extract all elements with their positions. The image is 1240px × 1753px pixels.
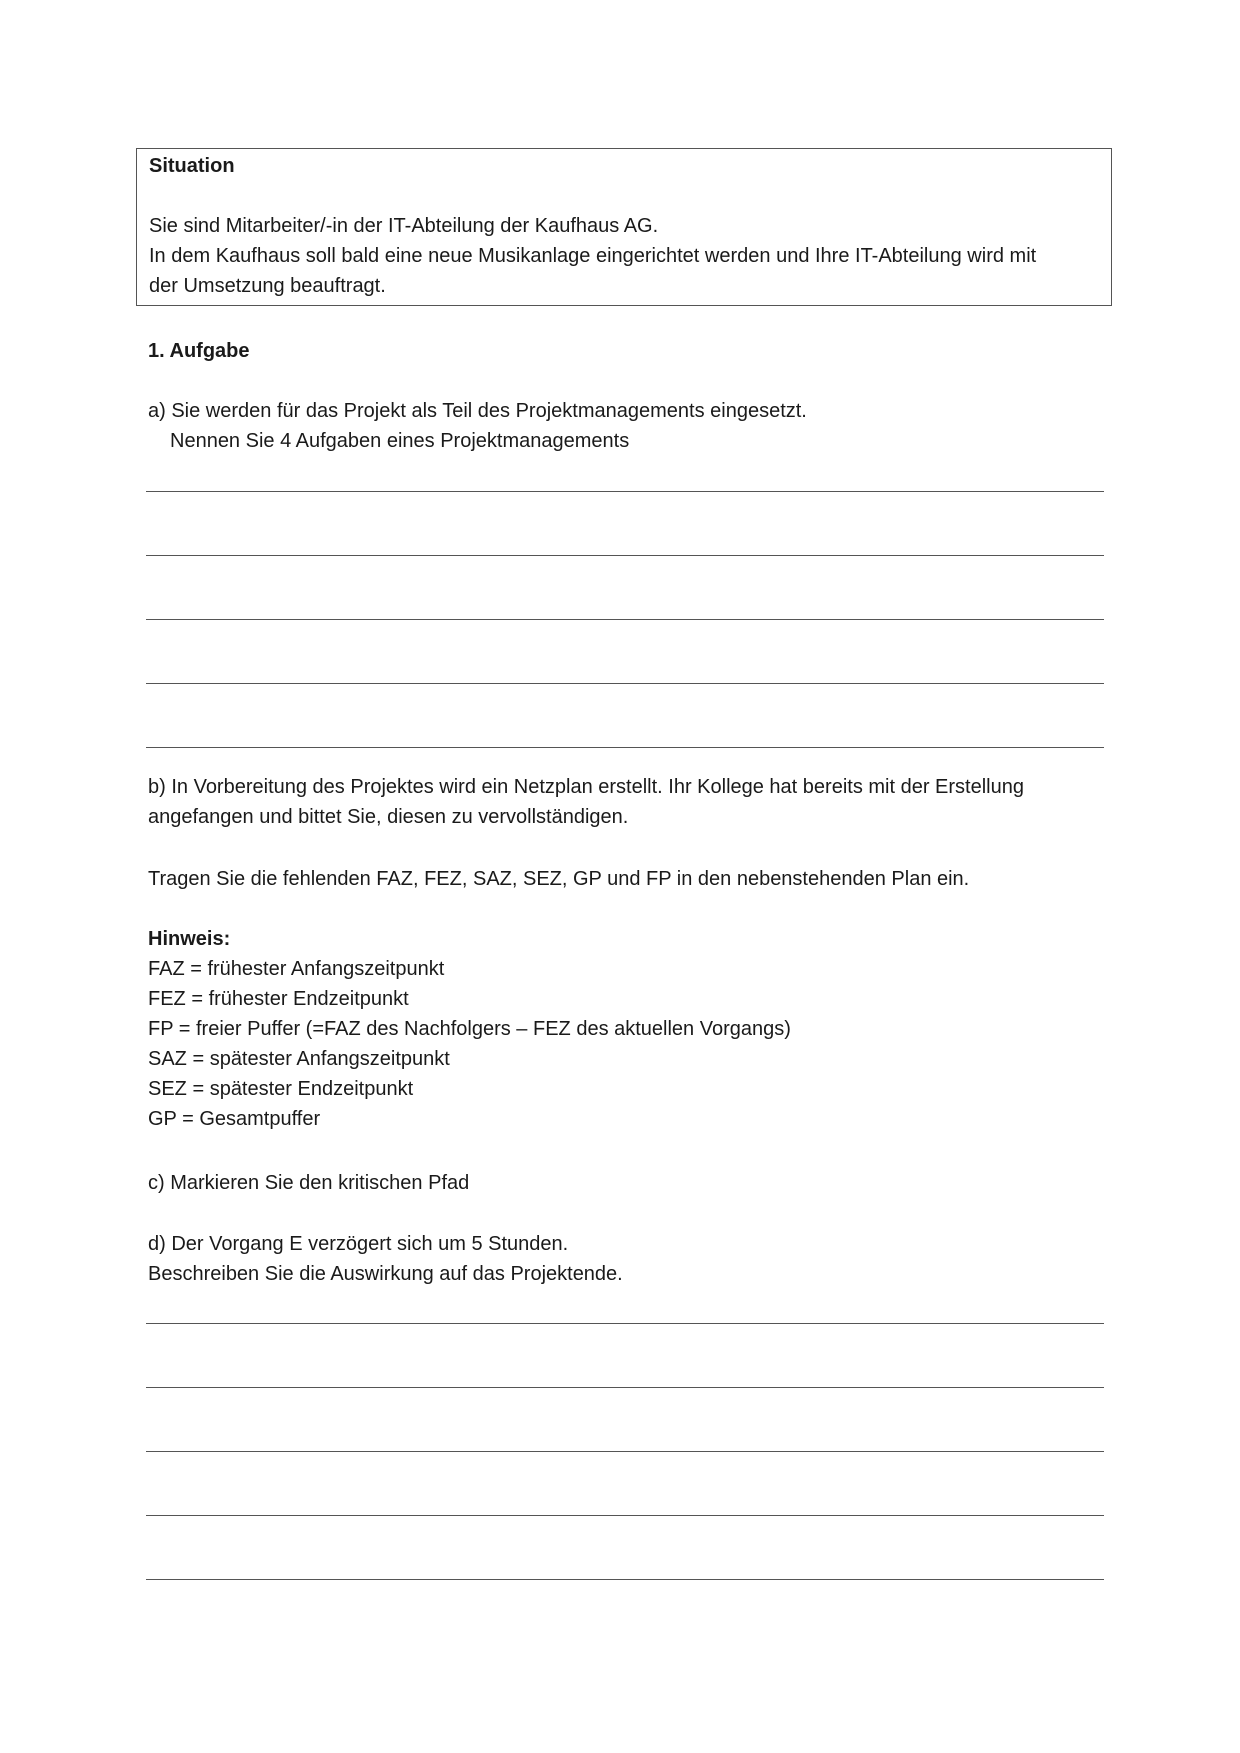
situation-text-line: In dem Kaufhaus soll bald eine neue Musikanlage eingerichtet werden und Ihre IT-Abteilung wird mit (149, 245, 1037, 267)
subtask-c-text: c) Markieren Sie den kritischen Pfad (148, 1172, 470, 1194)
hint-item: FP = freier Puffer (=FAZ des Nachfolgers – FEZ des aktuellen Vorgangs) (148, 1018, 791, 1040)
subtask-b-text: b) In Vorbereitung des Projektes wird ein Netzplan erstellt. Ihr Kollege hat bereits mit der Erstellung (148, 776, 1024, 798)
answer-line[interactable] (146, 1515, 1104, 1516)
hint-heading: Hinweis: (148, 928, 231, 950)
answer-line[interactable] (146, 1387, 1104, 1388)
hint-item: FAZ = frühester Anfangszeitpunkt (148, 958, 445, 980)
hint-item: FEZ = frühester Endzeitpunkt (148, 988, 409, 1010)
subtask-b-instruction: Tragen Sie die fehlenden FAZ, FEZ, SAZ, SEZ, GP und FP in den nebenstehenden Plan ein. (148, 868, 970, 890)
answer-line[interactable] (146, 555, 1104, 556)
situation-heading: Situation (149, 155, 235, 177)
subtask-a (148, 396, 1098, 456)
answer-line[interactable] (146, 683, 1104, 684)
subtask-b-instruction-block (148, 864, 1098, 894)
subtask-d (148, 1229, 1098, 1289)
task-heading: 1. Aufgabe (148, 340, 250, 362)
answer-line[interactable] (146, 1451, 1104, 1452)
subtask-b-text: angefangen und bittet Sie, diesen zu vervollständigen. (148, 806, 629, 828)
answer-line[interactable] (146, 747, 1104, 748)
subtask-b (148, 772, 1098, 832)
hint-item: SAZ = spätester Anfangszeitpunkt (148, 1048, 450, 1070)
answer-line[interactable] (146, 491, 1104, 492)
subtask-d-text: Beschreiben Sie die Auswirkung auf das Projektende. (148, 1263, 623, 1285)
answer-line[interactable] (146, 1323, 1104, 1324)
hint-item: SEZ = spätester Endzeitpunkt (148, 1078, 414, 1100)
situation-text-line: Sie sind Mitarbeiter/-in der IT-Abteilung der Kaufhaus AG. (149, 215, 659, 237)
task-heading-block (148, 336, 1098, 366)
situation-text-line: der Umsetzung beauftragt. (149, 275, 386, 297)
answer-line[interactable] (146, 619, 1104, 620)
situation-box (136, 148, 1112, 306)
subtask-a-text: Nennen Sie 4 Aufgaben eines Projektmanagements (170, 430, 630, 452)
subtask-c (148, 1168, 1098, 1198)
hint-block (148, 924, 1098, 1134)
answer-line[interactable] (146, 1579, 1104, 1580)
subtask-d-text: d) Der Vorgang E verzögert sich um 5 Stunden. (148, 1233, 569, 1255)
hint-item: GP = Gesamtpuffer (148, 1108, 321, 1130)
subtask-a-text: a) Sie werden für das Projekt als Teil des Projektmanagements eingesetzt. (148, 400, 807, 422)
